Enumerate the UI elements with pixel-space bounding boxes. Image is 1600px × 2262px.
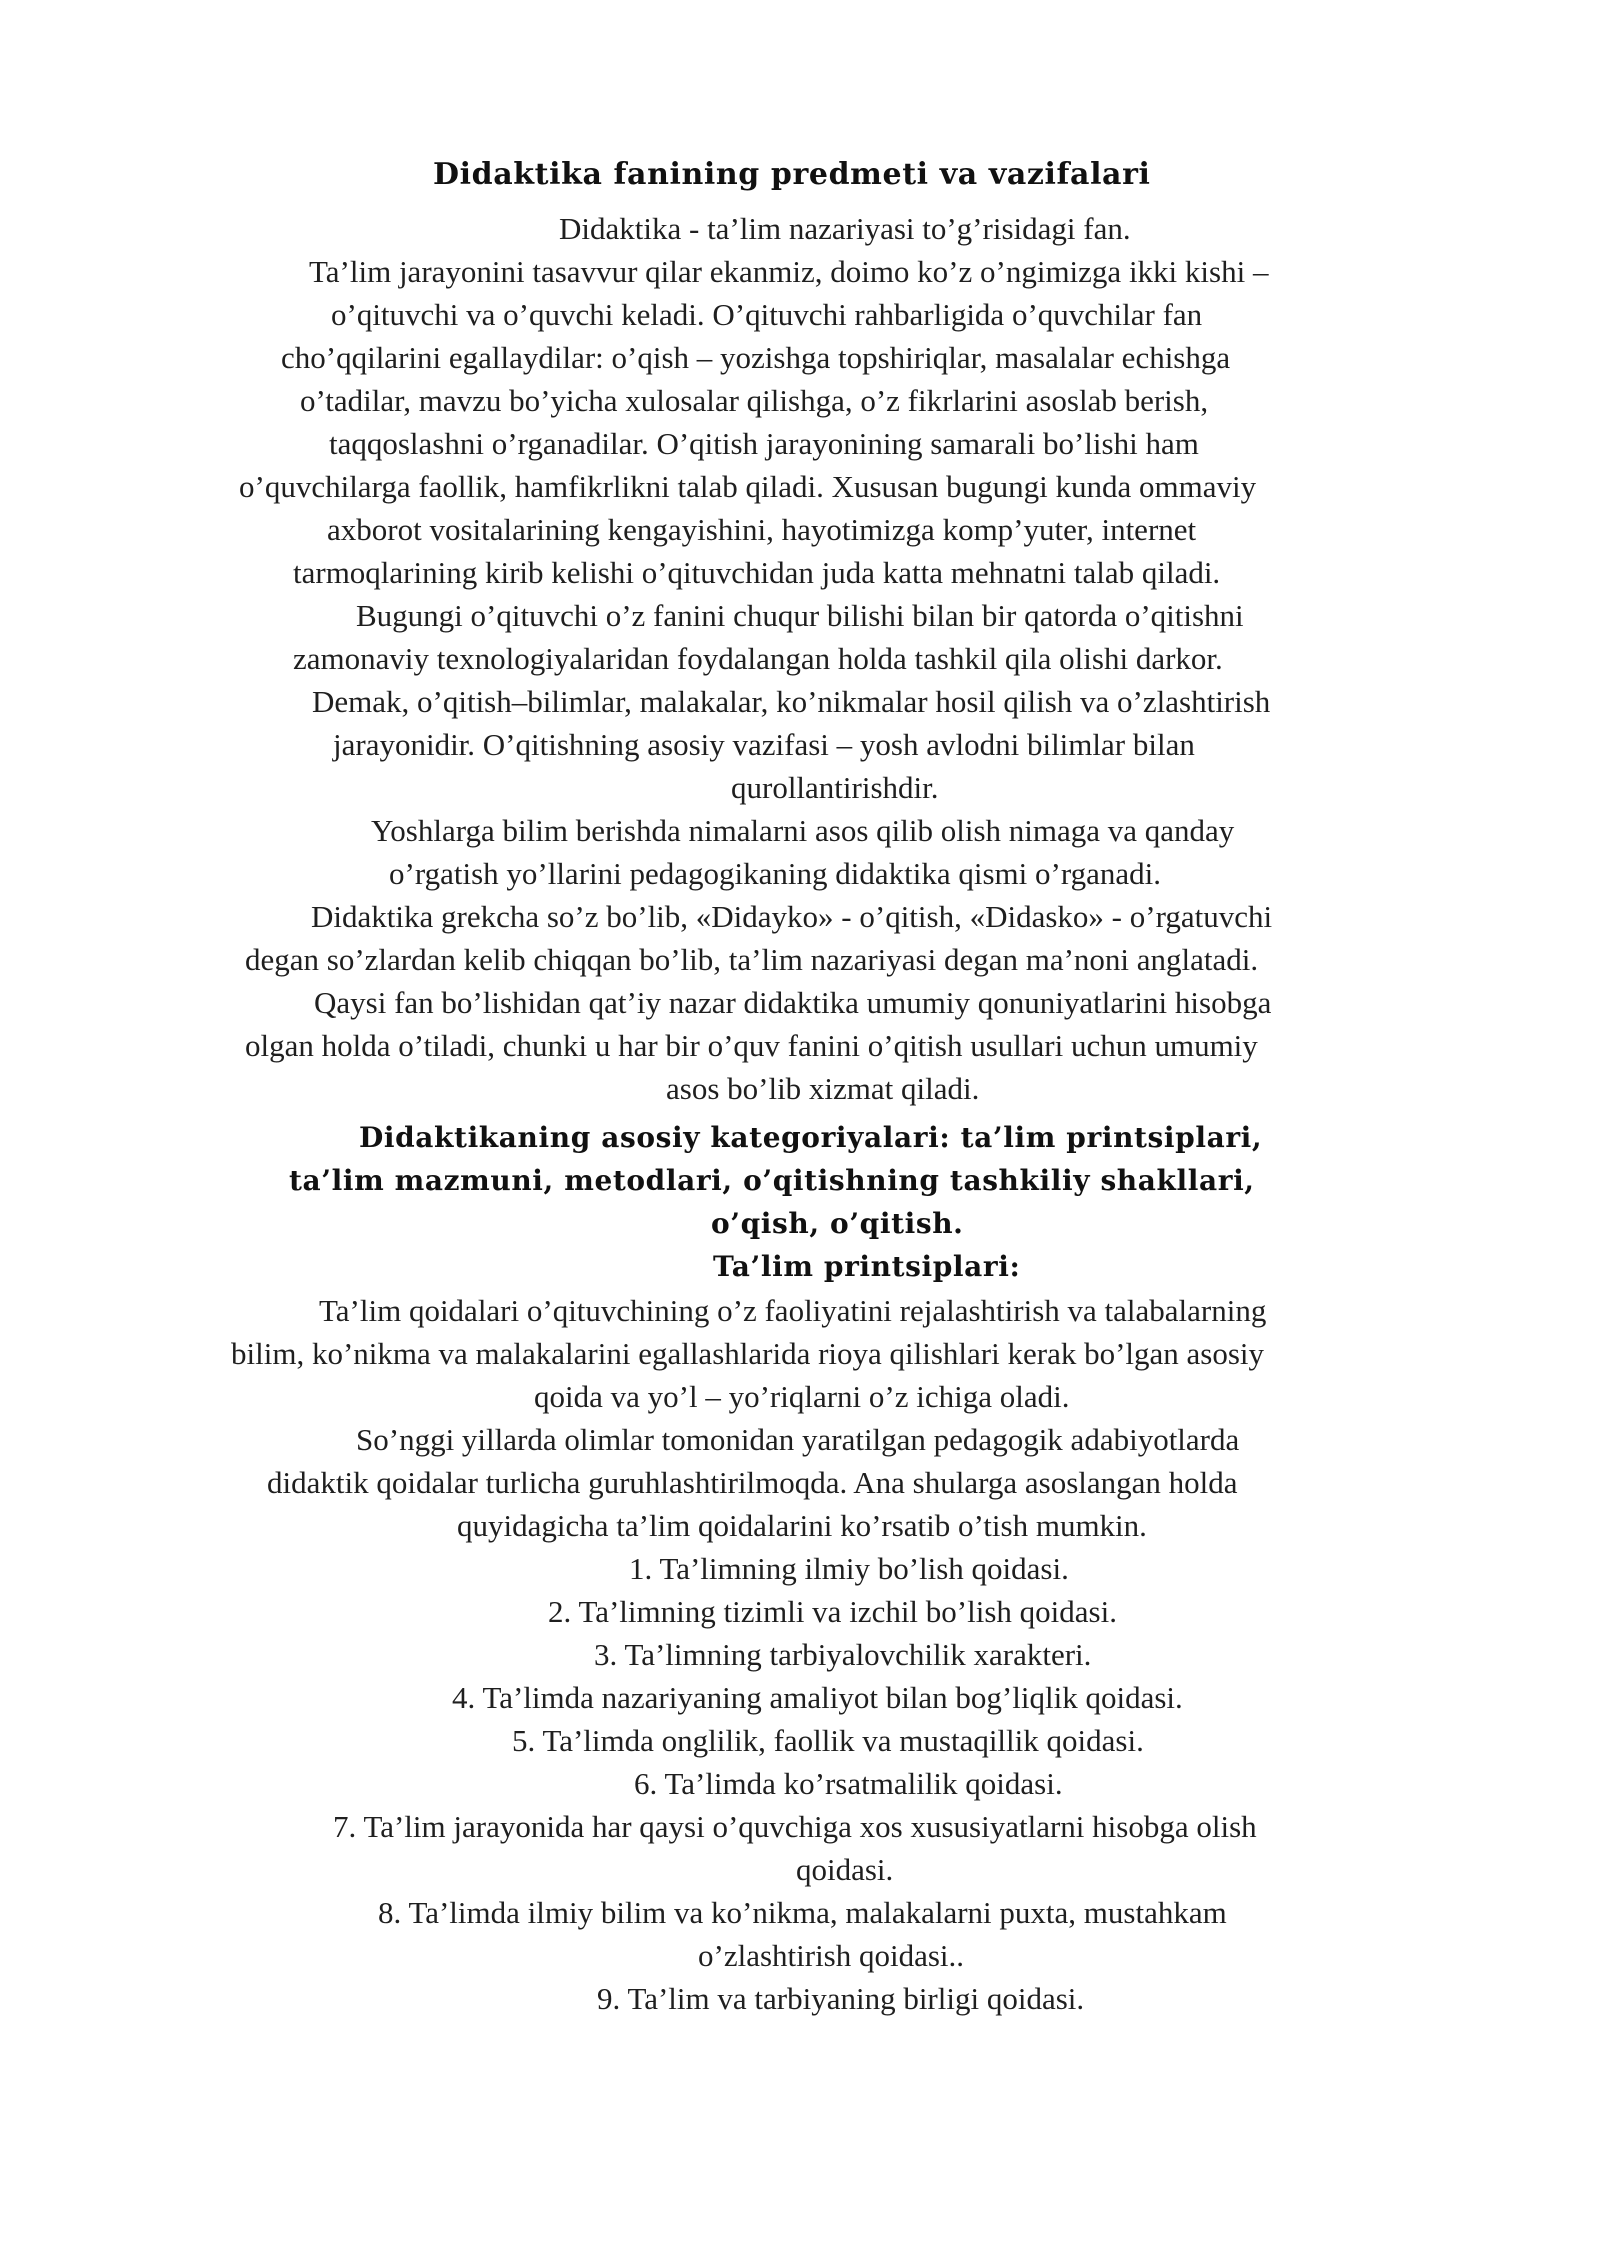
paragraph-line: qurollantirishdir.	[731, 770, 939, 805]
paragraph-line: o’qituvchi va o’quvchi keladi. O’qituvchi rahbarligida o’quvchilar fan	[331, 297, 1203, 332]
paragraph-line: o’quvchilarga faollik, hamfikrlikni talab qiladi. Xususan bugungi kunda ommaviy	[239, 469, 1257, 504]
paragraph-line: o’tadilar, mavzu bo’yicha xulosalar qilishga, o’z fikrlarini asoslab berish,	[300, 383, 1209, 418]
section-heading-line: ta’lim mazmuni, metodlari, o’qitishning tashkiliy shakllari,	[289, 1164, 1255, 1197]
paragraph-line: didaktik qoidalar turlicha guruhlashtirilmoqda. Ana shularga asoslangan holda	[267, 1465, 1238, 1500]
list-item: 6. Ta’limda ko’rsatmalilik qoidasi.	[634, 1766, 1063, 1801]
list-item-continuation: qoidasi.	[796, 1852, 894, 1887]
paragraph-line: bilim, ko’nikma va malakalarini egallashlarida rioya qilishlari kerak bo’lgan asosiy	[231, 1336, 1265, 1371]
paragraph-line: taqqoslashni o’rganadilar. O’qitish jarayonining samarali bo’lishi ham	[329, 426, 1199, 461]
paragraph-line: degan so’zlardan kelib chiqqan bo’lib, ta’lim nazariyasi degan ma’noni anglatadi.	[245, 942, 1259, 977]
list-item: 5. Ta’limda onglilik, faollik va mustaqillik qoidasi.	[512, 1723, 1144, 1758]
subsection-heading: Ta’lim printsiplari:	[713, 1250, 1021, 1283]
paragraph-line: Didaktika grekcha so’z bo’lib, «Didayko» - o’qitish, «Didasko» - o’rgatuvchi	[311, 899, 1273, 934]
paragraph-line: Qaysi fan bo’lishidan qat’iy nazar didaktika umumiy qonuniyatlarini hisobga	[314, 985, 1272, 1020]
list-item: 1. Ta’limning ilmiy bo’lish qoidasi.	[629, 1551, 1069, 1586]
paragraph-line: jarayonidir. O’qitishning asosiy vazifasi – yosh avlodni bilimlar bilan	[333, 727, 1195, 762]
paragraph-line: qoida va yo’l – yo’riqlarni o’z ichiga oladi.	[534, 1379, 1070, 1414]
paragraph-line: quyidagicha ta’lim qoidalarini ko’rsatib o’tish mumkin.	[457, 1508, 1147, 1543]
definition-line: Didaktika - ta’lim nazariyasi to’g’risidagi fan.	[559, 211, 1131, 246]
list-item: 4. Ta’limda nazariyaning amaliyot bilan bog’liqlik qoidasi.	[452, 1680, 1183, 1715]
paragraph-line: asos bo’lib xizmat qiladi.	[666, 1071, 980, 1106]
paragraph-line: Ta’lim qoidalari o’qituvchining o’z faoliyatini rejalashtirish va talabalarning	[319, 1293, 1267, 1328]
list-item-continuation: o’zlashtirish qoidasi..	[698, 1938, 965, 1973]
paragraph-line: Demak, o’qitish–bilimlar, malakalar, ko’nikmalar hosil qilish va o’zlashtirish	[312, 684, 1271, 719]
paragraph-line: So’nggi yillarda olimlar tomonidan yaratilgan pedagogik adabiyotlarda	[356, 1422, 1240, 1457]
list-item: 3. Ta’limning tarbiyalovchilik xarakteri.	[594, 1637, 1092, 1672]
paragraph-line: zamonaviy texnologiyalaridan foydalangan holda tashkil qila olishi darkor.	[293, 641, 1223, 676]
paragraph-line: tarmoqlarining kirib kelishi o’qituvchidan juda katta mehnatni talab qiladi.	[293, 555, 1221, 590]
list-item: 2. Ta’limning tizimli va izchil bo’lish qoidasi.	[548, 1594, 1117, 1629]
list-item: 8. Ta’limda ilmiy bilim va ko’nikma, malakalarni puxta, mustahkam	[378, 1895, 1227, 1930]
paragraph-line: o’rgatish yo’llarini pedagogikaning didaktika qismi o’rganadi.	[389, 856, 1161, 891]
paragraph-line: axborot vositalarining kengayishini, hayotimizga komp’yuter, internet	[327, 512, 1197, 547]
section-heading-line: Didaktikaning asosiy kategoriyalari: ta’lim printsiplari,	[359, 1121, 1263, 1154]
document-title: Didaktika fanining predmeti va vazifalari	[433, 157, 1151, 192]
paragraph-line: olgan holda o’tiladi, chunki u har bir o’quv fanini o’qitish usullari uchun umumiy	[245, 1028, 1258, 1063]
paragraph-line: Yoshlarga bilim berishda nimalarni asos qilib olish nimaga va qanday	[371, 813, 1235, 848]
section-heading-line: o’qish, o’qitish.	[711, 1207, 964, 1240]
list-item: 7. Ta’lim jarayonida har qaysi o’quvchiga xos xususiyatlarni hisobga olish	[333, 1809, 1257, 1844]
paragraph-line: cho’qqilarini egallaydilar: o’qish – yozishga topshiriqlar, masalalar echishga	[281, 340, 1231, 375]
paragraph-line: Ta’lim jarayonini tasavvur qilar ekanmiz, doimo ko’z o’ngimizga ikki kishi –	[309, 254, 1269, 289]
paragraph-line: Bugungi o’qituvchi o’z fanini chuqur bilishi bilan bir qatorda o’qitishni	[356, 598, 1244, 633]
list-item: 9. Ta’lim va tarbiyaning birligi qoidasi.	[597, 1981, 1085, 2016]
